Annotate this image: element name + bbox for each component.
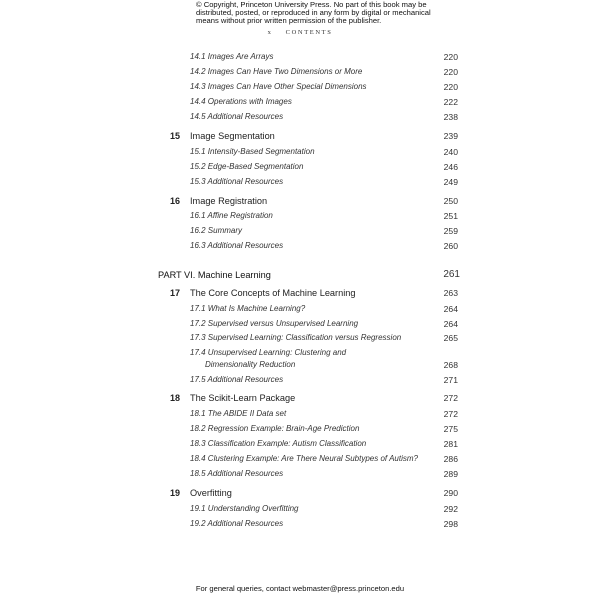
- toc-entry-sec: [0, 468, 600, 480]
- toc-entry-sec: [0, 66, 600, 78]
- toc-entry-sec: [0, 176, 600, 188]
- footer-contact: For general queries, contact webmaster@press.princeton.edu: [195, 584, 405, 593]
- toc-entry-sec: [0, 374, 600, 386]
- entry-title: 17.1 What Is Machine Learning?: [190, 304, 306, 313]
- entry-title: The Core Concepts of Machine Learning: [190, 288, 356, 298]
- entry-title: 14.3 Images Can Have Other Special Dimensions: [190, 82, 367, 91]
- entry-page-number: 264: [443, 319, 458, 329]
- entry-page-number: 259: [443, 226, 458, 236]
- entry-title: 17.3 Supervised Learning: Classification versus Regression: [190, 333, 402, 342]
- entry-title: 19.1 Understanding Overfitting: [190, 504, 299, 513]
- toc-entry-part: [0, 269, 600, 281]
- entry-page-number: 220: [443, 67, 458, 77]
- toc-entry-sec: [0, 303, 600, 315]
- toc-entry-sec: [0, 96, 600, 108]
- toc-entry-chap: [0, 392, 600, 404]
- entry-page-number: 275: [443, 424, 458, 434]
- entry-page-number: 260: [443, 241, 458, 251]
- page-number: x: [267, 29, 273, 36]
- entry-title: PART VI. Machine Learning: [158, 270, 271, 280]
- toc-entry-sec: [0, 332, 600, 344]
- entry-title: 18.2 Regression Example: Brain-Age Prediction: [190, 424, 360, 433]
- entry-title: 17.2 Supervised versus Unsupervised Learning: [190, 319, 359, 328]
- toc-entry-sec: [0, 318, 600, 330]
- entry-title: 14.4 Operations with Images: [190, 97, 292, 106]
- running-title: CONTENTS: [285, 29, 333, 36]
- toc-entry-chap: [0, 195, 600, 207]
- entry-page-number: 220: [443, 82, 458, 92]
- entry-page-number: 286: [443, 454, 458, 464]
- toc-entry-sec: [0, 161, 600, 173]
- entry-title: 15.2 Edge-Based Segmentation: [190, 162, 304, 171]
- entry-title: 18.5 Additional Resources: [190, 469, 284, 478]
- entry-page-number: 263: [443, 288, 458, 298]
- chapter-number: 15: [170, 131, 181, 141]
- toc-entry-sec: [0, 503, 600, 515]
- entry-page-number: 268: [443, 360, 458, 370]
- entry-title-continued: Dimensionality Reduction: [205, 360, 296, 369]
- entry-page-number: 265: [443, 333, 458, 343]
- entry-page-number: 289: [443, 469, 458, 479]
- chapter-number: 19: [170, 488, 181, 498]
- entry-page-number: 272: [443, 393, 458, 403]
- toc-entry-sec: [0, 111, 600, 123]
- entry-page-number: 246: [443, 162, 458, 172]
- entry-title: Image Segmentation: [190, 131, 275, 141]
- entry-page-number: 222: [443, 97, 458, 107]
- entry-page-number: 238: [443, 112, 458, 122]
- chapter-number: 17: [170, 288, 181, 298]
- entry-page-number: 239: [443, 131, 458, 141]
- entry-title: 19.2 Additional Resources: [190, 519, 284, 528]
- toc-entry-chap: [0, 487, 600, 499]
- entry-page-number: 298: [443, 519, 458, 529]
- copyright-line: means without prior written permission of the publisher.: [196, 16, 382, 26]
- toc-entry-sec: [0, 146, 600, 158]
- toc-entry-sec: [0, 210, 600, 222]
- entry-page-number: 272: [443, 409, 458, 419]
- toc-entry-sec: [0, 225, 600, 237]
- copyright-line: © Copyright, Princeton University Press. No part of this book may be: [196, 0, 427, 9]
- entry-page-number: 250: [443, 196, 458, 206]
- entry-page-number: 292: [443, 504, 458, 514]
- entry-title: 16.3 Additional Resources: [190, 241, 284, 250]
- toc-entry-sec: [0, 81, 600, 93]
- toc-entry-sec: [0, 240, 600, 252]
- entry-title: Overfitting: [190, 488, 232, 498]
- copyright-line: distributed, posted, or reproduced in any form by digital or mechanical: [196, 8, 431, 18]
- entry-title: 18.1 The ABIDE II Data set: [190, 409, 287, 418]
- chapter-number: 18: [170, 393, 181, 403]
- toc-entry-sec: [0, 347, 600, 370]
- entry-title: 16.1 Affine Registration: [190, 211, 273, 220]
- entry-page-number: 240: [443, 147, 458, 157]
- entry-title: 17.5 Additional Resources: [190, 375, 284, 384]
- copyright-notice: [196, 1, 436, 26]
- entry-page-number: 264: [443, 304, 458, 314]
- entry-title: 18.3 Classification Example: Autism Classification: [190, 439, 367, 448]
- entry-page-number: 220: [443, 52, 458, 62]
- toc-entry-sec: [0, 453, 600, 465]
- toc-entry-sec: [0, 423, 600, 435]
- entry-title: 14.2 Images Can Have Two Dimensions or More: [190, 67, 363, 76]
- entry-page-number: 251: [443, 211, 458, 221]
- entry-title: 15.3 Additional Resources: [190, 177, 284, 186]
- entry-page-number: 249: [443, 177, 458, 187]
- toc-entry-sec: [0, 51, 600, 63]
- entry-title: 16.2 Summary: [190, 226, 243, 235]
- entry-page-number: 261: [443, 269, 460, 280]
- entry-title: 15.1 Intensity-Based Segmentation: [190, 147, 315, 156]
- entry-page-number: 290: [443, 488, 458, 498]
- entry-title: 17.4 Unsupervised Learning: Clustering and: [190, 348, 347, 357]
- entry-title: 14.5 Additional Resources: [190, 112, 284, 121]
- toc-entry-chap: [0, 287, 600, 299]
- entry-page-number: 271: [443, 375, 458, 385]
- entry-title: The Scikit-Learn Package: [190, 393, 296, 403]
- chapter-number: 16: [170, 196, 181, 206]
- toc-entry-sec: [0, 438, 600, 450]
- toc-entry-chap: [0, 130, 600, 142]
- entry-title: 14.1 Images Are Arrays: [190, 52, 274, 61]
- toc-entry-sec: [0, 518, 600, 530]
- entry-title: 18.4 Clustering Example: Are There Neural Subtypes of Autism?: [190, 454, 418, 463]
- running-head: [0, 29, 600, 36]
- entry-title: Image Registration: [190, 196, 268, 206]
- entry-page-number: 281: [443, 439, 458, 449]
- toc-entry-sec: [0, 408, 600, 420]
